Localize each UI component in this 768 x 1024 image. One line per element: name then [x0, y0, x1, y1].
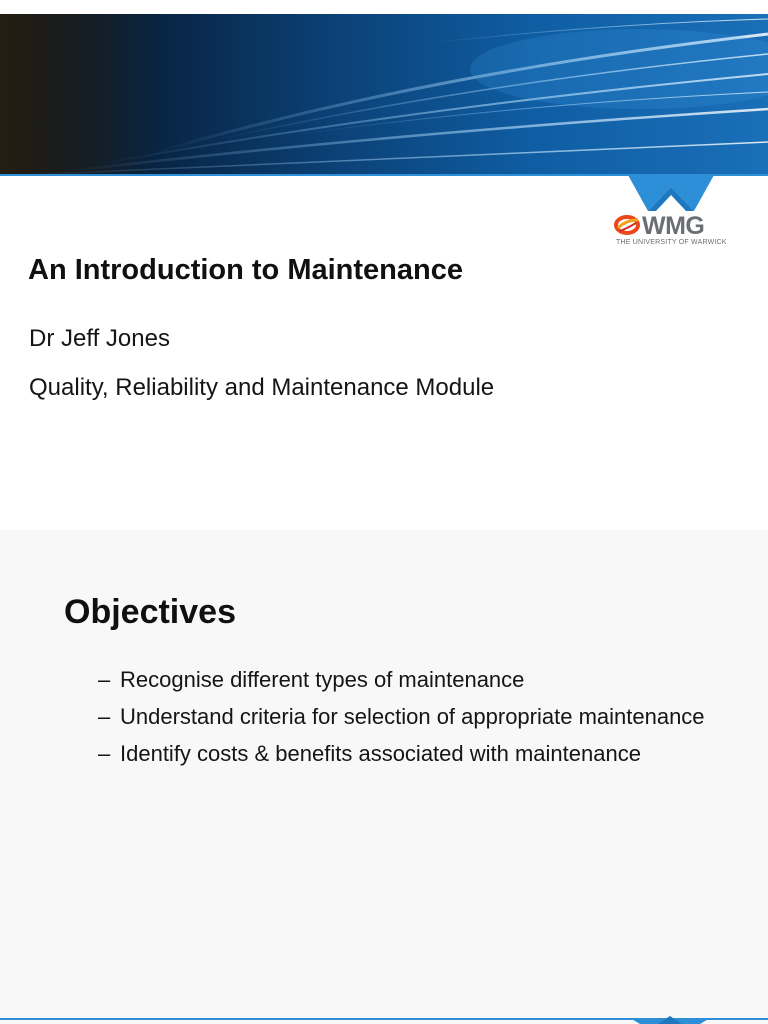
logo-wordmark: WMG — [642, 212, 705, 240]
bullet-dash: – — [98, 667, 111, 692]
light-streaks — [0, 14, 768, 176]
wmg-logo-icon — [614, 214, 642, 236]
bullet-dash: – — [98, 704, 111, 729]
slide-title: An Introduction to Maintenance — [28, 254, 463, 286]
header-banner — [0, 14, 768, 176]
list-item — [98, 701, 738, 733]
objectives-list — [98, 664, 738, 775]
logo-subtitle: THE UNIVERSITY OF WARWICK — [616, 239, 727, 246]
list-item — [98, 664, 738, 696]
objectives-heading: Objectives — [64, 593, 236, 631]
bullet-text: Understand criteria for selection of appropriate maintenance — [120, 704, 705, 729]
bullet-text: Identify costs & benefits associated with maintenance — [120, 741, 641, 766]
list-item — [98, 738, 738, 770]
footer-chevron-icon — [630, 1012, 710, 1024]
wmg-logo — [614, 212, 736, 252]
bullet-dash: – — [98, 741, 111, 766]
module-name: Quality, Reliability and Maintenance Module — [29, 374, 495, 401]
wmg-chevron-icon — [628, 175, 714, 211]
author-name: Dr Jeff Jones — [29, 325, 170, 352]
top-margin — [0, 0, 768, 14]
bullet-text: Recognise different types of maintenance — [120, 667, 525, 692]
